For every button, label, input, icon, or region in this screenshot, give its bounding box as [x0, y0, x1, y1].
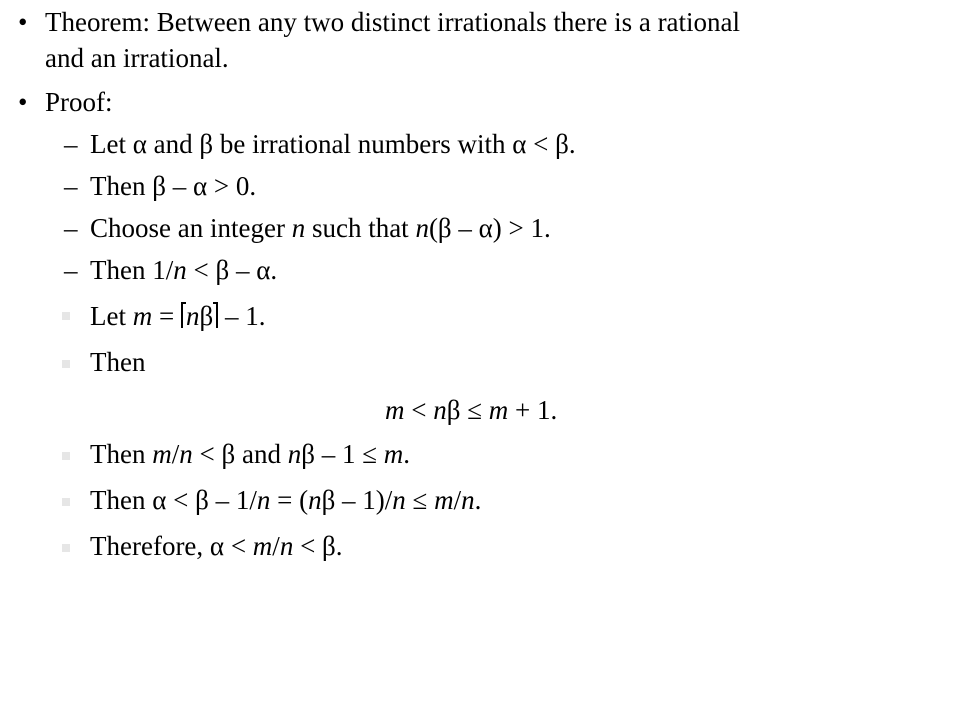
var-n: n — [433, 395, 447, 425]
text: Then 1/ — [90, 255, 174, 285]
proof-step-8 — [90, 484, 481, 516]
text: + 1. — [508, 395, 558, 425]
var-m: m — [434, 485, 454, 515]
square-bullet-icon — [62, 498, 70, 506]
dash-marker: – — [64, 171, 78, 201]
text: = ( — [270, 485, 309, 515]
var-n: n — [279, 531, 294, 561]
text: β – 1)/ — [321, 485, 393, 515]
text: Choose an integer — [90, 213, 292, 243]
dash-marker: – — [64, 255, 78, 285]
dash-marker: – — [64, 129, 78, 159]
var-m: m — [152, 439, 172, 469]
var-n: n — [185, 301, 200, 331]
var-n: n — [392, 485, 406, 515]
text: . — [474, 485, 482, 515]
square-bullet-icon — [62, 312, 70, 320]
var-n: n — [256, 485, 271, 515]
text: < — [404, 395, 434, 425]
text: Then α < β – 1/ — [90, 485, 257, 515]
var-m: m — [132, 301, 153, 331]
var-m: m — [488, 395, 509, 425]
text: ≤ — [405, 485, 435, 515]
proof-step-9 — [90, 530, 343, 562]
var-n: n — [415, 213, 429, 243]
text: β – 1 ≤ — [301, 439, 384, 469]
proof-step-3 — [90, 212, 551, 244]
var-n: n — [461, 485, 475, 515]
text: / — [453, 485, 462, 515]
square-bullet-icon — [62, 452, 70, 460]
text: (β – α) > 1. — [428, 213, 551, 243]
dash-marker: – — [64, 213, 78, 243]
text: = — [152, 301, 181, 331]
square-bullet-icon — [62, 544, 70, 552]
proof-step-5 — [90, 300, 265, 332]
var-m: m — [252, 531, 273, 561]
text: β ≤ — [446, 395, 489, 425]
theorem-line-2: and an irrational. — [45, 43, 229, 73]
text: β — [199, 301, 214, 331]
text: < β and — [192, 439, 288, 469]
text: Let — [90, 301, 133, 331]
text: Then — [90, 439, 153, 469]
bullet-marker: • — [18, 7, 28, 37]
text: . — [403, 439, 411, 469]
var-n: n — [287, 439, 302, 469]
var-m: m — [385, 395, 405, 425]
var-n: n — [291, 213, 306, 243]
proof-label: Proof: — [45, 87, 113, 117]
theorem-line-1: Theorem: Between any two distinct irrationals there is a rational — [45, 7, 741, 37]
text: < β. — [293, 531, 343, 561]
square-bullet-icon — [62, 360, 70, 368]
text: Therefore, α < — [90, 531, 253, 561]
var-m: m — [383, 439, 404, 469]
var-n: n — [173, 255, 187, 285]
proof-step-7 — [90, 438, 410, 470]
proof-step-4 — [90, 254, 277, 286]
var-n: n — [179, 439, 193, 469]
text: / — [272, 531, 280, 561]
bullet-marker: • — [18, 87, 28, 117]
text: such that — [305, 213, 416, 243]
text: < β – α. — [186, 255, 278, 285]
text: – 1. — [218, 301, 266, 331]
proof-step-1: Let α and β be irrational numbers with α < β. — [90, 129, 576, 159]
ceiling-brackets — [181, 300, 218, 332]
var-n: n — [308, 485, 322, 515]
text: / — [171, 439, 180, 469]
proof-step-6: Then — [90, 347, 146, 377]
proof-step-2: Then β – α > 0. — [90, 171, 257, 201]
display-equation — [385, 394, 557, 426]
